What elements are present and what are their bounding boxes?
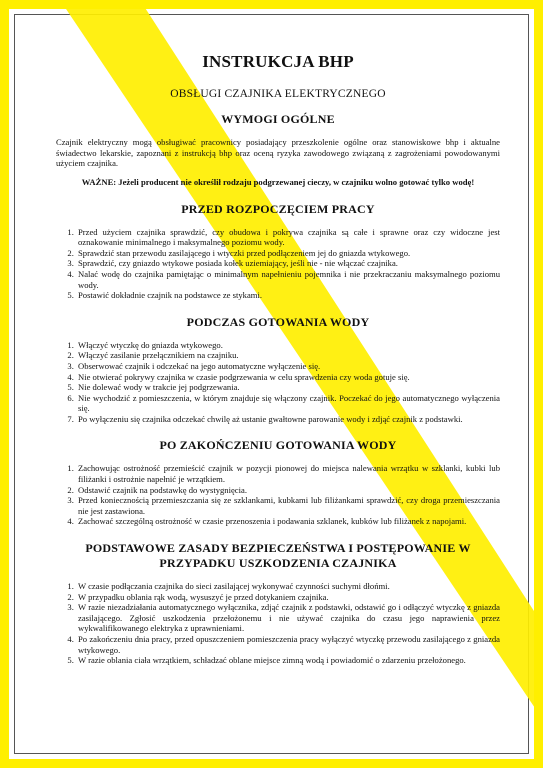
list-item: 2. Sprawdzić stan przewodu zasilającego i wtyczki przed podłączeniem jej do gniazda wtykowego. — [76, 248, 500, 259]
list-safety-rules — [56, 581, 500, 666]
instruction-content — [56, 52, 500, 666]
list-after-boiling — [56, 463, 500, 527]
section-heading-general: WYMOGI OGÓLNE — [221, 112, 335, 126]
list-item: 5. Nie dolewać wody w trakcie jej podgrzewania. — [76, 382, 500, 393]
list-item: 3. Sprawdzić, czy gniazdo wtykowe posiada kołek uziemiający, jeśli nie - nie włączać czajnika. — [76, 258, 500, 269]
list-item: 1. Przed użyciem czajnika sprawdzić, czy obudowa i pokrywa czajnika są całe i sprawne oraz czy widoczne jest oznakowanie minimalnego i maksymalnego poziomu wody. — [76, 227, 500, 248]
list-item: 5. W razie oblania ciała wrzątkiem, schładzać oblane miejsce zimną wodą i powiadomić o zdarzeniu przełożonego. — [76, 655, 500, 666]
list-item: 4. Zachować szczególną ostrożność w czasie przenoszenia i podawania szklanek, kubków lub filiżanek z napojami. — [76, 516, 500, 527]
list-item: 1. Zachowując ostrożność przemieścić czajnik w pozycji pionowej do miejsca nalewania wrzątku w szklanki, kubki lub filiżanki i ostrożnie napełnić je wrzątkiem. — [76, 463, 500, 484]
list-item: 2. Odstawić czajnik na podstawkę do wystygnięcia. — [76, 485, 500, 496]
section-heading-before-work: PRZED ROZPOCZĘCIEM PRACY — [181, 201, 375, 216]
section-heading-after-boiling: PO ZAKOŃCZENIU GOTOWANIA WODY — [159, 438, 397, 453]
list-item: 4. Nie otwierać pokrywy czajnika w czasie podgrzewania w celu sprawdzenia czy woda gotuje się. — [76, 372, 500, 383]
list-item: 3. Obserwować czajnik i odczekać na jego automatyczne wyłączenie się. — [76, 361, 500, 372]
list-item: 4. Nalać wodę do czajnika pamiętając o minimalnym napełnieniu pojemnika i nie przekraczaniu maksymalnego poziomu wody. — [76, 269, 500, 290]
warning-text: WAŻNE: Jeżeli producent nie określił rodzaju podgrzewanej cieczy, w czajniku wolno gotować tylko wodę! — [81, 176, 475, 187]
section-heading-during-boiling: PODCZAS GOTOWANIA WODY — [186, 314, 370, 329]
page-subtitle: OBSŁUGI CZAJNIKA ELEKTRYCZNEGO — [170, 88, 386, 100]
list-item: 3. W razie niezadziałania automatycznego wyłącznika, zdjąć czajnik z podstawki, odstawić go i odłączyć wtyczkę z gniazda zasilającego. Zgłosić uszkodzenia przełożonemu i nie używać czajnika do czasu jego naprawienia przez wykwalifikowanego elektryka z uprawnieniami. — [76, 602, 500, 634]
list-item: 7. Po wyłączeniu się czajnika odczekać chwilę aż ustanie gwałtowne parowanie wody i zdjąć czajnik z podstawki. — [76, 414, 500, 425]
list-before-work — [56, 227, 500, 301]
section-heading-safety-rules: PODSTAWOWE ZASADY BEZPIECZEŃSTWA I POSTĘPOWANIE W PRZYPADKU USZKODZENIA CZAJNIKA — [85, 541, 471, 571]
list-item: 3. Przed koniecznością przemieszczania się ze szklankami, kubkami lub filiżankami sprawdzić, czy droga przemieszczania nie jest zastawiona. — [76, 495, 500, 516]
list-item: 5. Postawić dokładnie czajnik na podstawce ze stykami. — [76, 290, 500, 301]
list-item: 2. W przypadku oblania rąk wodą, wysuszyć je przed dotykaniem czajnika. — [76, 592, 500, 603]
general-requirements-text: Czajnik elektryczny mogą obsługiwać pracownicy posiadający przeszkolenie ogólne oraz stanowiskowe bhp i aktualne świadectwo lekarskie, zapoznani z instrukcją bhp oraz oceną ryzyka zawodowego związaną z zagrożeniami powodowanymi użyciem czajnika. — [56, 137, 500, 169]
list-item: 6. Nie wychodzić z pomieszczenia, w którym znajduje się włączony czajnik. Poczekać do jego automatycznego wyłączenia się. — [76, 393, 500, 414]
list-item: 2. Włączyć zasilanie przełącznikiem na czajniku. — [76, 350, 500, 361]
list-item: 4. Po zakończeniu dnia pracy, przed opuszczeniem pomieszczenia pracy wyłączyć wtyczkę przewodu zasilającego z gniazda wtykowego. — [76, 634, 500, 655]
list-item: 1. Włączyć wtyczkę do gniazda wtykowego. — [76, 340, 500, 351]
list-during-boiling — [56, 340, 500, 425]
page-title: INSTRUKCJA BHP — [202, 52, 354, 71]
list-item: 1. W czasie podłączania czajnika do sieci zasilającej wykonywać czynności suchymi dłońmi. — [76, 581, 500, 592]
